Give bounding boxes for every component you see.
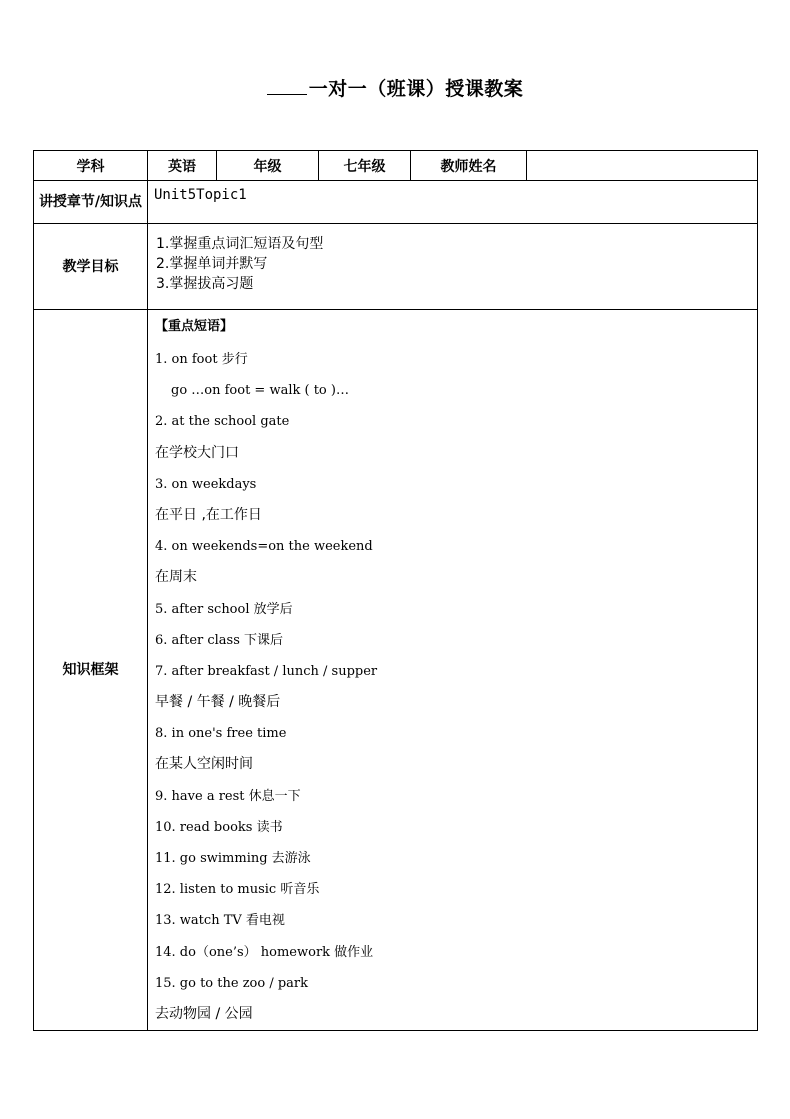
phrase-line: go …on foot = walk ( to )… (171, 383, 349, 399)
goal-item: 1.掌握重点词汇短语及句型 (156, 236, 324, 252)
framework-row (34, 310, 758, 1031)
chapter-value: Unit5Topic1 (148, 181, 758, 224)
framework-content (148, 310, 758, 1031)
phrase-line: 11. go swimming 去游泳 (155, 851, 311, 866)
phrase-line: 在学校大门口 (155, 444, 239, 461)
phrase-line: 8. in one's free time (155, 726, 287, 742)
phrase-line: 在周末 (155, 569, 197, 586)
phrase-line: 10. read books 读书 (155, 819, 283, 835)
teacher-label: 教师姓名 (411, 151, 527, 181)
title-text: 一对一（班课）授课教案 (308, 78, 524, 100)
teacher-value (527, 151, 758, 181)
subject-label: 学科 (34, 151, 148, 181)
goal-item: 3.掌握拔高习题 (156, 276, 254, 292)
goals-label: 教学目标 (34, 224, 148, 310)
subject-value: 英语 (148, 151, 217, 181)
goals-list (148, 224, 758, 310)
phrase-line: 早餐 / 午餐 / 晚餐后 (155, 694, 281, 711)
phrase-line: 6. after class 下课后 (155, 632, 284, 648)
chapter-row (34, 181, 758, 224)
header-row (34, 151, 758, 181)
phrase-line: 4. on weekends=on the weekend (155, 539, 373, 555)
framework-heading: 【重点短语】 (155, 319, 234, 334)
phrase-line: 13. watch TV 看电视 (155, 913, 285, 929)
phrase-line: 2. at the school gate (155, 414, 290, 430)
phrase-line: 在平日 ,在工作日 (155, 506, 262, 523)
framework-label: 知识框架 (34, 310, 148, 1031)
goals-row (34, 224, 758, 310)
phrase-line: 14. do（one’s） homework 做作业 (155, 944, 374, 960)
phrase-list (155, 344, 757, 1030)
grade-value: 七年级 (319, 151, 411, 181)
phrase-line: 15. go to the zoo / park (155, 975, 309, 991)
chapter-label: 讲授章节/知识点 (34, 181, 148, 224)
goal-item: 2.掌握单词并默写 (156, 256, 268, 272)
page-title (0, 74, 790, 101)
phrase-line: 9. have a rest 休息一下 (155, 788, 301, 804)
grade-label: 年级 (217, 151, 319, 181)
phrase-line: 1. on foot 步行 (155, 352, 248, 367)
phrase-line: 12. listen to music 听音乐 (155, 882, 320, 898)
phrase-line: 7. after breakfast / lunch / supper (155, 663, 378, 679)
phrase-line: 5. after school 放学后 (155, 601, 293, 617)
phrase-line: 3. on weekdays (155, 476, 257, 492)
phrase-line: 在某人空闲时间 (155, 756, 253, 773)
title-blank (267, 80, 307, 95)
phrase-line: 去动物园 / 公园 (155, 1005, 253, 1022)
lesson-plan-table (33, 150, 758, 1031)
